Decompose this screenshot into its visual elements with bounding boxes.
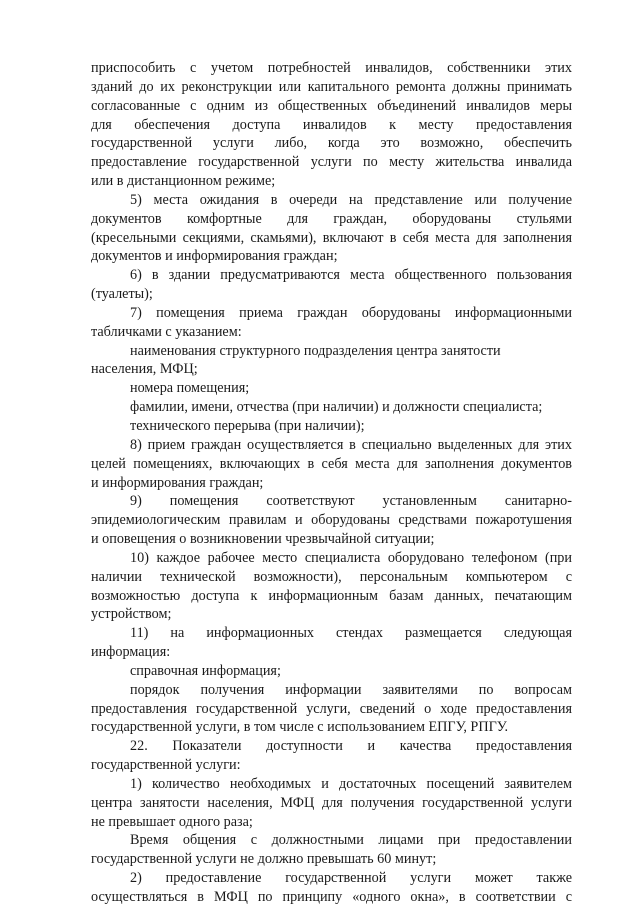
text-line: справочная информация;: [130, 662, 281, 679]
text-line: Время общения с должностными лицами при предоставлении: [130, 832, 572, 849]
text-line: государственной услуги не должно превышать 60 минут;: [91, 851, 437, 868]
text-line: 7) помещения приема граждан оборудованы информационными: [130, 304, 572, 321]
text-line: для обеспечения доступа инвалидов к месту предоставления: [91, 116, 572, 133]
text-line: и информирования граждан;: [91, 474, 264, 491]
text-line: и оповещения о возникновении чрезвычайной ситуации;: [91, 531, 435, 548]
text-line: информация:: [91, 644, 171, 661]
text-line: документов и информирования граждан;: [91, 248, 338, 265]
text-line: наличии технической возможности), персональным компьютером с: [91, 568, 572, 585]
text-line: согласованные с одним из общественных объединений инвалидов меры: [91, 97, 572, 114]
text-line: зданий до их реконструкции или капитального ремонта должны принимать: [91, 78, 572, 95]
text-line: (туалеты);: [91, 286, 153, 303]
text-line: или в дистанционном режиме;: [91, 173, 276, 190]
text-line: осуществляться в МФЦ по принципу «одного окна», в соответствии с: [91, 889, 572, 905]
text-line: 2) предоставление государственной услуги может также: [130, 870, 572, 887]
text-line: 22. Показатели доступности и качества предоставления: [130, 738, 572, 755]
text-line: 1) количество необходимых и достаточных посещений заявителем: [130, 775, 572, 792]
text-line: 10) каждое рабочее место специалиста оборудовано телефоном (при: [130, 549, 572, 566]
text-line: 11) на информационных стендах размещается следующая: [130, 625, 572, 642]
text-line: наименования структурного подразделения центра занятости: [130, 342, 501, 359]
text-line: государственной услуги:: [91, 757, 241, 774]
text-line: возможностью доступа к информационным базам данных, печатающим: [91, 587, 572, 604]
text-line: предоставление государственной услуги по месту жительства инвалида: [91, 154, 572, 171]
text-line: (кресельными секциями, скамьями), включают в себя места для заполнения: [91, 229, 572, 246]
text-line: предоставления государственной услуги, сведений о ходе предоставления: [91, 700, 572, 717]
text-line: 8) прием граждан осуществляется в специально выделенных для этих: [130, 436, 572, 453]
text-line: 9) помещения соответствуют установленным санитарно-: [130, 493, 572, 510]
text-line: населения, МФЦ;: [91, 361, 198, 378]
text-line: целей помещениях, включающих в себя места для заполнения документов: [91, 455, 572, 472]
text-line: государственной услуги, в том числе с использованием ЕПГУ, РПГУ.: [91, 719, 509, 736]
text-line: приспособить с учетом потребностей инвалидов, собственники этих: [91, 60, 572, 76]
text-line: не превышает одного раза;: [91, 813, 253, 830]
text-line: номера помещения;: [130, 380, 250, 397]
text-line: 5) места ожидания в очереди на представление или получение: [130, 191, 572, 208]
text-line: устройством;: [91, 606, 172, 623]
text-line: эпидемиологическим правилам и оборудованы средствами пожаротушения: [91, 512, 572, 529]
text-line: 6) в здании предусматриваются места общественного пользования: [130, 267, 572, 284]
text-line: технического перерыва (при наличии);: [130, 417, 365, 434]
text-line: государственной услуги либо, когда это возможно, обеспечить: [91, 135, 572, 152]
text-line: документов комфортные для граждан, оборудованы стульями: [91, 210, 572, 227]
text-line: порядок получения информации заявителями по вопросам: [130, 681, 572, 698]
text-line: центра занятости населения, МФЦ для получения государственной услуги: [91, 794, 572, 811]
text-line: табличками с указанием:: [91, 323, 242, 340]
text-line: фамилии, имени, отчества (при наличии) и должности специалиста;: [130, 399, 543, 416]
